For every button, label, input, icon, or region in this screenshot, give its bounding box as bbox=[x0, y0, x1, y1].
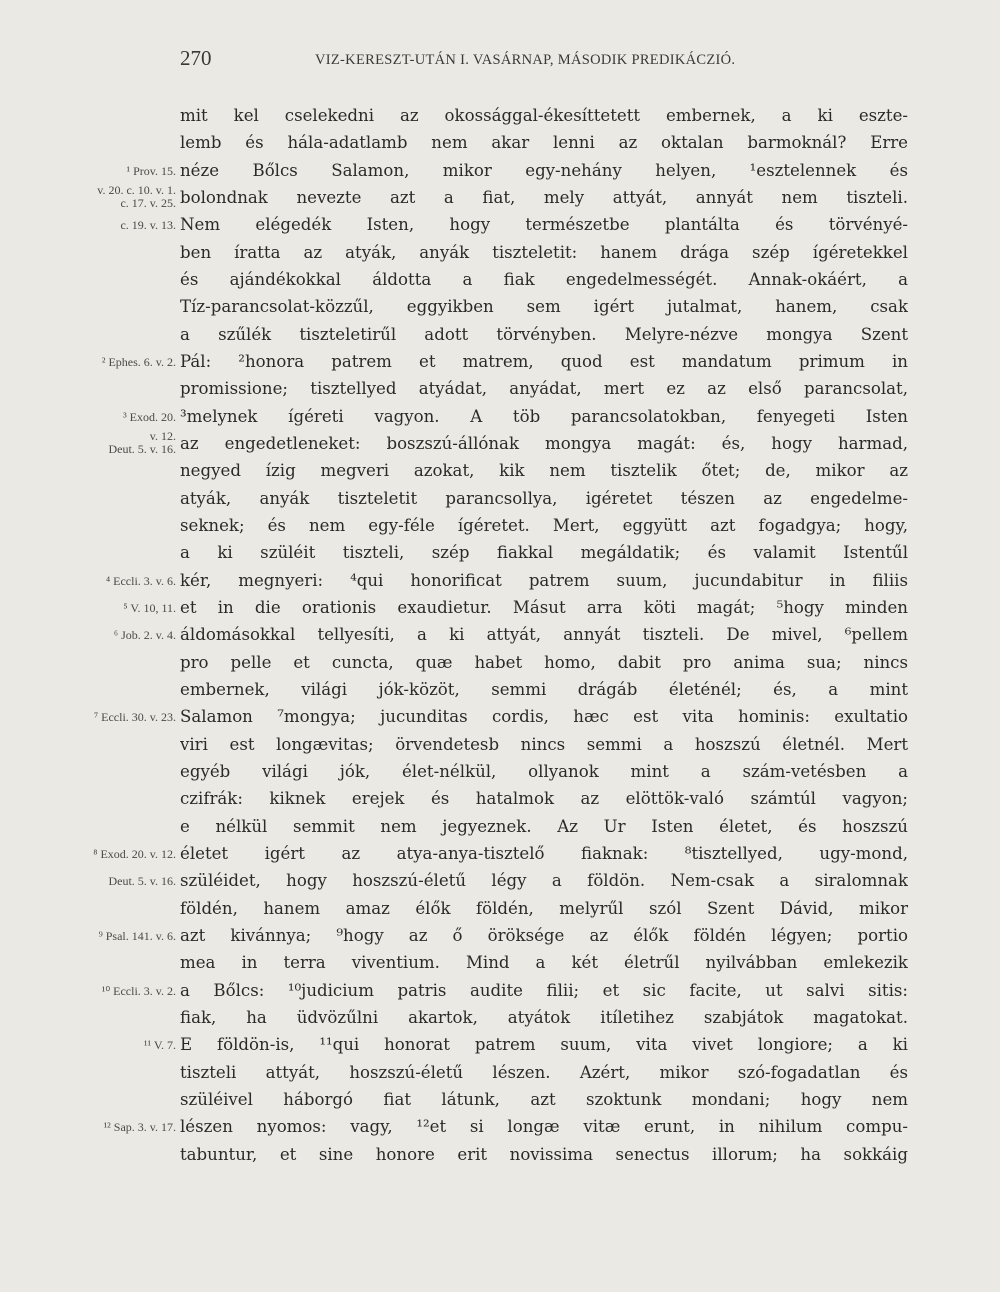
text-line bbox=[0, 785, 1000, 812]
body-text: e nélkül semmit nem jegyeznek. Az Ur Isten életet, és hoszszú bbox=[180, 816, 908, 836]
text-line bbox=[0, 1141, 1000, 1168]
text-line bbox=[0, 949, 1000, 976]
text-line bbox=[0, 731, 1000, 758]
margin-note: ⁸ Exod. 20. v. 12. bbox=[93, 846, 176, 861]
body-text: ³melynek ígéreti vagyon. A töb parancsolatokban, fenyegeti Isten bbox=[180, 406, 908, 426]
margin-note: v. 20. c. 10. v. 1. c. 17. v. 25. bbox=[97, 182, 176, 210]
body-text: embernek, világi jók-közöt, semmi drágáb életénél; és, a mint bbox=[180, 679, 908, 699]
running-head: VIZ-KERESZT-UTÁN I. VASÁRNAP, MÁSODIK PREDIKÁCZIÓ. bbox=[315, 52, 736, 68]
body-text: Nem elégedék Isten, hogy természetbe plantálta és törvényé- bbox=[180, 215, 908, 235]
text-line bbox=[0, 922, 1000, 949]
body-text: negyed ízig megveri azokat, kik nem tisztelik őtet; de, mikor az bbox=[180, 461, 908, 481]
text-line bbox=[0, 211, 1000, 238]
body-text: lemb és hála-adatlamb nem akar lenni az oktalan barmoknál? Erre bbox=[180, 133, 908, 153]
page-number: 270 bbox=[180, 46, 212, 70]
body-text: atyák, anyák tiszteletit parancsollya, igéretet tészen az engedelme- bbox=[180, 488, 908, 508]
body-text: bolondnak nevezte azt a fiat, mely attyát, annyát nem tiszteli. bbox=[180, 187, 908, 207]
text-line bbox=[0, 621, 1000, 648]
body-text: a ki szüléit tiszteli, szép fiakkal megáldatik; és valamit Istentűl bbox=[180, 543, 908, 563]
text-line bbox=[0, 430, 1000, 457]
body-text: tiszteli attyát, hoszszú-életű lészen. Azért, mikor szó-fogadatlan és bbox=[180, 1062, 908, 1082]
margin-note: ⁵ V. 10, 11. bbox=[123, 600, 176, 615]
body-text: a Bőlcs: ¹⁰judicium patris audite filii; et sic facite, ut salvi sitis: bbox=[180, 980, 908, 1000]
text-line bbox=[0, 457, 1000, 484]
margin-note: ¹² Sap. 3. v. 17. bbox=[103, 1120, 176, 1135]
text-line bbox=[0, 539, 1000, 566]
body-text: viri est longævitas; örvendetesb nincs semmi a hoszszú életnél. Mert bbox=[180, 734, 908, 754]
text-line bbox=[0, 512, 1000, 539]
text-line bbox=[0, 895, 1000, 922]
text-line bbox=[0, 1004, 1000, 1031]
body-text: és ajándékokkal áldotta a fiak engedelmességét. Annak-okáért, a bbox=[180, 269, 908, 289]
body-text: azt kivánnya; ⁹hogy az ő öröksége az élők földén légyen; portio bbox=[180, 925, 908, 945]
text-line bbox=[0, 703, 1000, 730]
body-text: földén, hanem amaz élők földén, melyrűl szól Szent Dávid, mikor bbox=[180, 898, 908, 918]
body-text: néze Bőlcs Salamon, mikor egy-nehány helyen, ¹esztelennek és bbox=[180, 160, 908, 180]
margin-note: ³ Exod. 20. bbox=[123, 409, 176, 424]
margin-note: Deut. 5. v. 16. bbox=[108, 874, 176, 889]
margin-note: ¹¹ V. 7. bbox=[143, 1038, 176, 1053]
body-text: mea in terra viventium. Mind a két életrűl nyilvábban emlekezik bbox=[180, 953, 908, 973]
body-text: et in die orationis exaudietur. Másut arra köti magát; ⁵hogy minden bbox=[180, 597, 908, 617]
margin-note: c. 19. v. 13. bbox=[120, 218, 176, 233]
text-line bbox=[0, 129, 1000, 156]
body-text: áldomásokkal tellyesíti, a ki attyát, annyát tiszteli. De mivel, ⁶pellem bbox=[180, 625, 908, 645]
text-line bbox=[0, 321, 1000, 348]
body-text: promissione; tisztellyed atyádat, anyádat, mert ez az első parancsolat, bbox=[180, 379, 908, 399]
text-line bbox=[0, 266, 1000, 293]
text-line bbox=[0, 840, 1000, 867]
text-line bbox=[0, 1059, 1000, 1086]
body-text: a szűlék tiszteletirűl adott törvényben. Melyre-nézve mongya Szent bbox=[180, 324, 908, 344]
body-text: Salamon ⁷mongya; jucunditas cordis, hæc est vita hominis: exultatio bbox=[180, 707, 908, 727]
body-text: seknek; és nem egy-féle ígéretet. Mert, eggyütt azt fogadgya; hogy, bbox=[180, 515, 908, 535]
body-text: szüléivel háborgó fiat látunk, azt szoktunk mondani; hogy nem bbox=[180, 1089, 908, 1109]
text-line bbox=[0, 813, 1000, 840]
body-text: fiak, ha üdvözűlni akartok, atyátok itíletihez szabjátok magatokat. bbox=[180, 1007, 908, 1027]
body-text: mit kel cselekedni az okossággal-ékesíttetett embernek, a ki eszte- bbox=[180, 106, 908, 125]
text-line bbox=[0, 184, 1000, 211]
body-text: az engedetleneket: boszszú-állónak mongya magát: és, hogy harmad, bbox=[180, 433, 908, 453]
text-line bbox=[0, 157, 1000, 184]
text-line bbox=[0, 485, 1000, 512]
body-text: E földön-is, ¹¹qui honorat patrem suum, vita vivet longiore; a ki bbox=[180, 1035, 908, 1055]
margin-note: ⁹ Psal. 141. v. 6. bbox=[98, 928, 176, 943]
text-line bbox=[0, 403, 1000, 430]
text-line bbox=[0, 594, 1000, 621]
text-line bbox=[0, 375, 1000, 402]
body-text: kér, megnyeri: ⁴qui honorificat patrem suum, jucundabitur in filiis bbox=[180, 570, 908, 590]
text-line bbox=[0, 676, 1000, 703]
text-line bbox=[0, 239, 1000, 266]
margin-note: ⁷ Eccli. 30. v. 23. bbox=[93, 710, 176, 725]
body-text: Pál: ²honora patrem et matrem, quod est mandatum primum in bbox=[180, 351, 908, 371]
margin-note: ⁶ Job. 2. v. 4. bbox=[113, 628, 176, 643]
text-line bbox=[0, 867, 1000, 894]
text-line bbox=[0, 348, 1000, 375]
body-text: czifrák: kiknek erejek és hatalmok az elöttök-való számtúl vagyon; bbox=[180, 789, 908, 809]
margin-note: v. 12. Deut. 5. v. 16. bbox=[108, 428, 176, 456]
body-text: Tíz-parancsolat-közzűl, eggyikben sem igért jutalmat, hanem, csak bbox=[180, 297, 908, 317]
body-text: szüléidet, hogy hoszszú-életű légy a földön. Nem-csak a siralomnak bbox=[180, 871, 908, 891]
margin-note: ¹⁰ Eccli. 3. v. 2. bbox=[101, 983, 176, 998]
body-text: lészen nyomos: vagy, ¹²et si longæ vitæ erunt, in nihilum compu- bbox=[180, 1117, 908, 1137]
body-text: tabuntur, et sine honore erit novissima senectus illorum; ha sokkáig bbox=[180, 1144, 908, 1164]
text-line bbox=[0, 977, 1000, 1004]
text-line bbox=[0, 758, 1000, 785]
text-line bbox=[0, 567, 1000, 594]
text-line bbox=[0, 293, 1000, 320]
text-line bbox=[0, 649, 1000, 676]
text-line bbox=[0, 1113, 1000, 1140]
text-line bbox=[0, 1086, 1000, 1113]
body-text: ben íratta az atyák, anyák tiszteletit: hanem drága szép ígéretekkel bbox=[180, 242, 908, 262]
text-line bbox=[0, 102, 1000, 129]
margin-note: ² Ephes. 6. v. 2. bbox=[101, 354, 176, 369]
body-text: egyéb világi jók, élet-nélkül, ollyanok mint a szám-vetésben a bbox=[180, 761, 908, 781]
page-header bbox=[0, 44, 1000, 74]
text-line bbox=[0, 1031, 1000, 1058]
body-text: pro pelle et cuncta, quæ habet homo, dabit pro anima sua; nincs bbox=[180, 652, 908, 672]
body-text: életet igért az atya-anya-tisztelő fiaknak: ⁸tisztellyed, ugy-mond, bbox=[180, 843, 908, 863]
margin-note: ⁴ Eccli. 3. v. 6. bbox=[105, 573, 176, 588]
margin-note: ¹ Prov. 15. bbox=[126, 163, 176, 178]
